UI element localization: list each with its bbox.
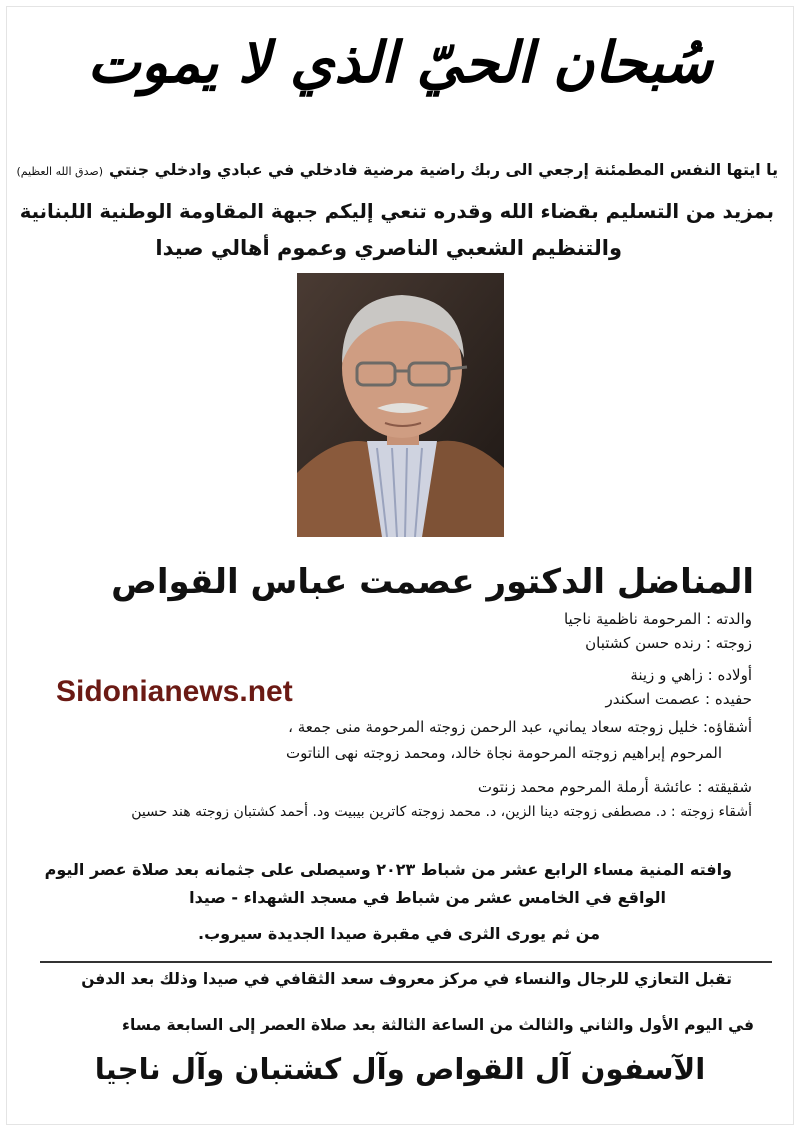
family-brothers-2: المرحوم إبراهيم زوجته المرحومة نجاة خالد، ومحمد زوجته نهى الناتوت xyxy=(286,744,722,762)
deceased-photo xyxy=(297,273,504,537)
family-grandson: حفيده : عصمت اسكندر xyxy=(605,690,752,708)
quran-verse xyxy=(16,160,778,179)
mourners-line: الآسفون آل القواص وآل كشتبان وآل ناجيا xyxy=(94,1052,706,1086)
announcement-line-2: والتنظيم الشعبي الناصري وعموم أهالي صيدا xyxy=(155,236,622,260)
funeral-line-1: وافته المنية مساء الرابع عشر من شباط ٢٠٢٣ وسيصلى على جثمانه بعد صلاة عصر اليوم xyxy=(44,860,732,879)
condolences-line-2: في اليوم الأول والثاني والثالث من الساعة الثالثة بعد صلاة العصر إلى السابعة مساء xyxy=(122,1016,754,1034)
funeral-line-2: الواقع في الخامس عشر من شباط في مسجد الشهداء - صيدا xyxy=(189,888,666,907)
deceased-name: المناضل الدكتور عصمت عباس القواص xyxy=(111,562,754,602)
announcement-line-1: بمزيد من التسليم بقضاء الله وقدره تنعي إليكم جبهة المقاومة الوطنية اللبنانية xyxy=(19,200,774,223)
family-children: أولاده : زاهي و زينة xyxy=(630,666,752,684)
family-sister: شقيقته : عائشة أرملة المرحوم محمد زنتوت xyxy=(477,778,752,796)
section-divider xyxy=(40,961,772,963)
family-wife: زوجته : رنده حسن كشتبان xyxy=(585,634,752,652)
portrait-image xyxy=(297,273,504,537)
family-brothers-1: أشقاؤه: خليل زوجته سعاد يماني، عبد الرحمن زوجته المرحومة منى جمعة ، xyxy=(288,718,752,736)
funeral-line-3: من ثم يورى الثرى في مقبرة صيدا الجديدة سيروب. xyxy=(198,924,600,943)
verse-text: يا ايتها النفس المطمئنة إرجعي الى ربك راضية مرضية فادخلي في عبادي وادخلي جنتي xyxy=(109,160,778,179)
family-wife-siblings: أشقاء زوجته : د. مصطفى زوجته دينا الزين، د. محمد زوجته كاترين بيبيت ود. أحمد كشتبان زوجته هند حسين xyxy=(131,804,752,820)
family-mother: والدته : المرحومة ناظمية ناجيا xyxy=(563,610,752,628)
verse-note: (صدق الله العظيم) xyxy=(16,165,103,178)
condolences-line-1: تقبل التعازي للرجال والنساء في مركز معروف سعد الثقافي في صيدا وذلك بعد الدفن xyxy=(81,970,732,988)
site-watermark: Sidonianews.net xyxy=(56,675,293,708)
header-calligraphy: سُبحان الحيّ الذي لا يموت xyxy=(87,30,713,96)
